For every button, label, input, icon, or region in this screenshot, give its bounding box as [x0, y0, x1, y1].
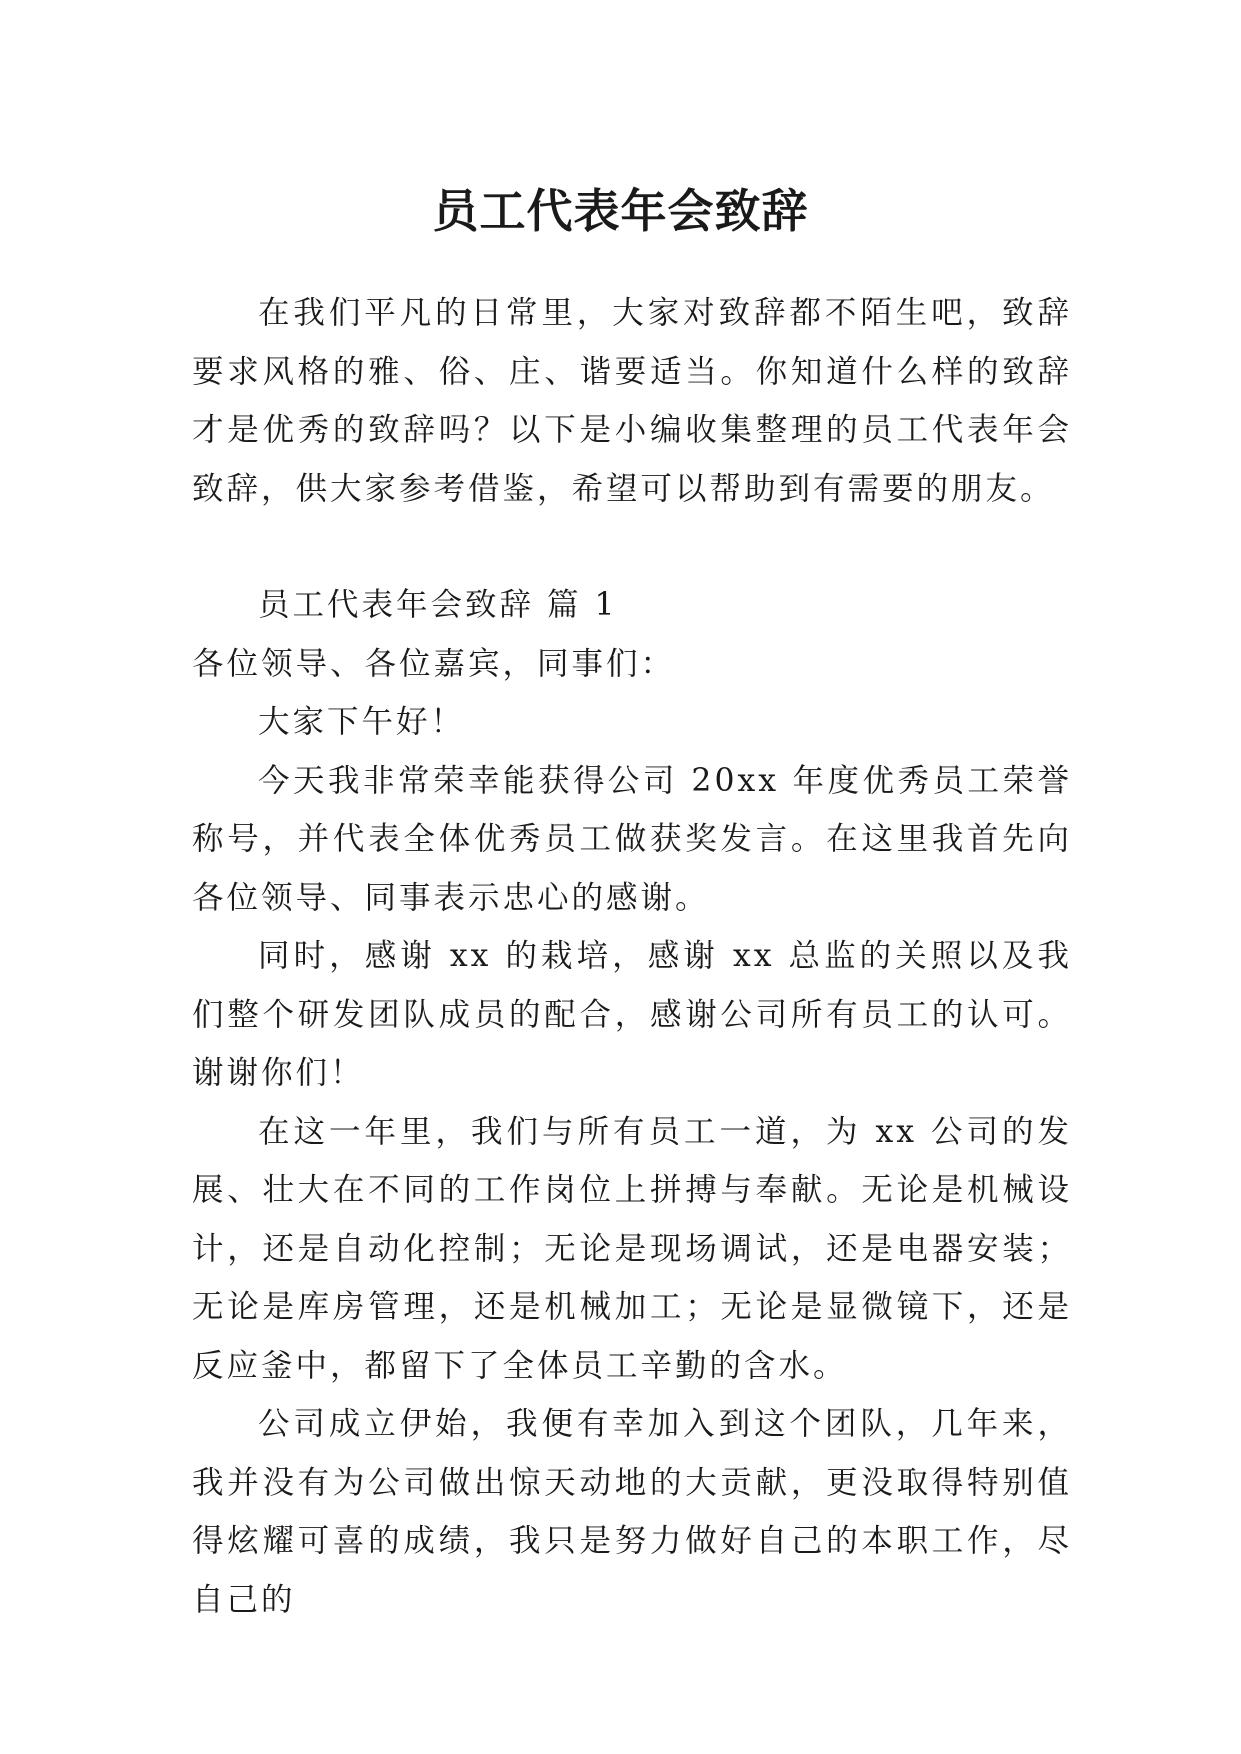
document-body: [192, 284, 1072, 1629]
salutation: 各位领导、各位嘉宾，同事们：: [192, 645, 676, 682]
document-title: 员工代表年会致辞: [432, 183, 809, 238]
section-heading: 员工代表年会致辞 篇 1: [258, 587, 618, 623]
body-paragraph: 在这一年里，我们与所有员工一道，为 xx 公司的发展、壮大在不同的工作岗位上拼搏与奉献。无论是机械设计，还是自动化控制；无论是现场调试，还是电器安装；无论是库房管理，还是机械加工；无论是显微镜下，还是反应釜中，都留下了全体员工辛勤的含水。: [192, 1113, 1072, 1384]
body-paragraph: 同时，感谢 xx 的栽培，感谢 xx 总监的关照以及我们整个研发团队成员的配合，感谢公司所有员工的认可。谢谢你们！: [192, 938, 1072, 1091]
intro-paragraph: 在我们平凡的日常里，大家对致辞都不陌生吧，致辞要求风格的雅、俗、庄、谐要适当。你知道什么样的致辞才是优秀的致辞吗？以下是小编收集整理的员工代表年会致辞，供大家参考借鉴，希望可以帮助到有需要的朋友。: [192, 295, 1072, 507]
greeting: 大家下午好！: [258, 704, 466, 740]
body-paragraph: 公司成立伊始，我便有幸加入到这个团队，几年来，我并没有为公司做出惊天动地的大贡献，更没取得特别值得炫耀可喜的成绩，我只是努力做好自己的本职工作，尽自己的: [192, 1406, 1072, 1618]
body-paragraph: 今天我非常荣幸能获得公司 20xx 年度优秀员工荣誉称号，并代表全体优秀员工做获奖发言。在这里我首先向各位领导、同事表示忠心的感谢。: [192, 762, 1072, 916]
